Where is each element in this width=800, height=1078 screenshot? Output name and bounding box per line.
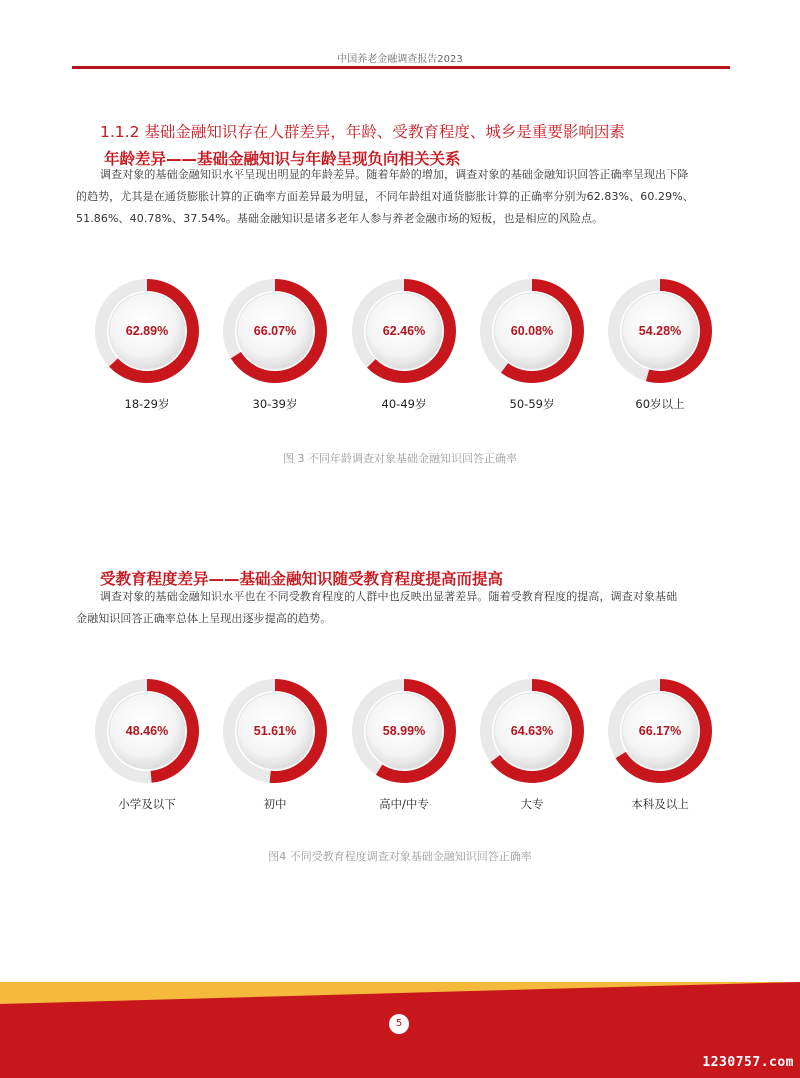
donut-percentage-label: 60.08% [510, 324, 554, 338]
donut-percentage-label: 51.61% [253, 724, 297, 738]
donut-category-label: 30-39岁 [252, 397, 298, 411]
donut-item [351, 678, 461, 828]
donut-item [222, 278, 332, 428]
age-paragraph-line: 51.86%、40.78%、37.54%。基础金融知识是诸多老年人参与养老金融市场的短板，也是相应的风险点。 [76, 212, 604, 225]
donut-category-label: 40-49岁 [381, 397, 427, 411]
age-chart-caption: 图 3 不同年龄调查对象基础金融知识回答正确率 [283, 452, 517, 465]
donut-percentage-label: 66.07% [253, 324, 297, 338]
education-paragraph-line: 调查对象的基础金融知识水平也在不同受教育程度的人群中也反映出显著差异。随着受教育程度的提高，调查对象基础 [100, 590, 678, 603]
donut-item [94, 678, 204, 828]
donut-percentage-label: 54.28% [638, 324, 682, 338]
donut-category-label: 本科及以上 [631, 797, 689, 811]
age-subheading: 年龄差异——基础金融知识与年龄呈现负向相关关系 [104, 150, 461, 168]
education-donut-chart [0, 678, 800, 828]
age-paragraph-line: 的趋势，尤其是在通货膨胀计算的正确率方面差异最为明显，不同年龄组对通货膨胀计算的正确率分别为62.83%、60.29%、 [76, 190, 694, 203]
donut-item [351, 278, 461, 428]
donut-category-label: 50-59岁 [509, 397, 555, 411]
page-number: 5 [389, 1014, 409, 1034]
education-paragraph [76, 586, 726, 630]
donut-category-label: 60岁以上 [635, 397, 685, 411]
age-donut-chart [0, 278, 800, 428]
site-watermark: 1230757.com [702, 1055, 794, 1070]
report-header-title: 中国养老金融调查报告2023 [337, 54, 463, 65]
donut-item [607, 678, 717, 828]
donut-category-label: 18-29岁 [124, 397, 170, 411]
donut-item [479, 678, 589, 828]
donut-category-label: 高中/中专 [379, 797, 429, 811]
donut-category-label: 大专 [520, 797, 544, 811]
education-subheading: 受教育程度差异——基础金融知识随受教育程度提高而提高 [100, 570, 504, 588]
donut-item [479, 278, 589, 428]
education-paragraph-line: 金融知识回答正确率总体上呈现出逐步提高的趋势。 [76, 612, 332, 625]
donut-percentage-label: 48.46% [125, 724, 169, 738]
donut-percentage-label: 58.99% [382, 724, 426, 738]
donut-percentage-label: 66.17% [638, 724, 682, 738]
donut-category-label: 小学及以下 [118, 797, 176, 811]
donut-percentage-label: 62.89% [125, 324, 169, 338]
donut-percentage-label: 62.46% [382, 324, 426, 338]
donut-category-label: 初中 [263, 797, 287, 811]
age-paragraph [76, 164, 726, 230]
age-paragraph-line: 调查对象的基础金融知识水平呈现出明显的年龄差异。随着年龄的增加，调查对象的基础金融知识回答正确率呈现出下降 [100, 168, 689, 181]
donut-item [607, 278, 717, 428]
donut-percentage-label: 64.63% [510, 724, 554, 738]
donut-item [222, 678, 332, 828]
header-divider [72, 66, 730, 69]
donut-item [94, 278, 204, 428]
section-heading: 1.1.2 基础金融知识存在人群差异，年龄、受教育程度、城乡是重要影响因素 [100, 123, 625, 141]
education-chart-caption: 图4 不同受教育程度调查对象基础金融知识回答正确率 [268, 850, 532, 863]
